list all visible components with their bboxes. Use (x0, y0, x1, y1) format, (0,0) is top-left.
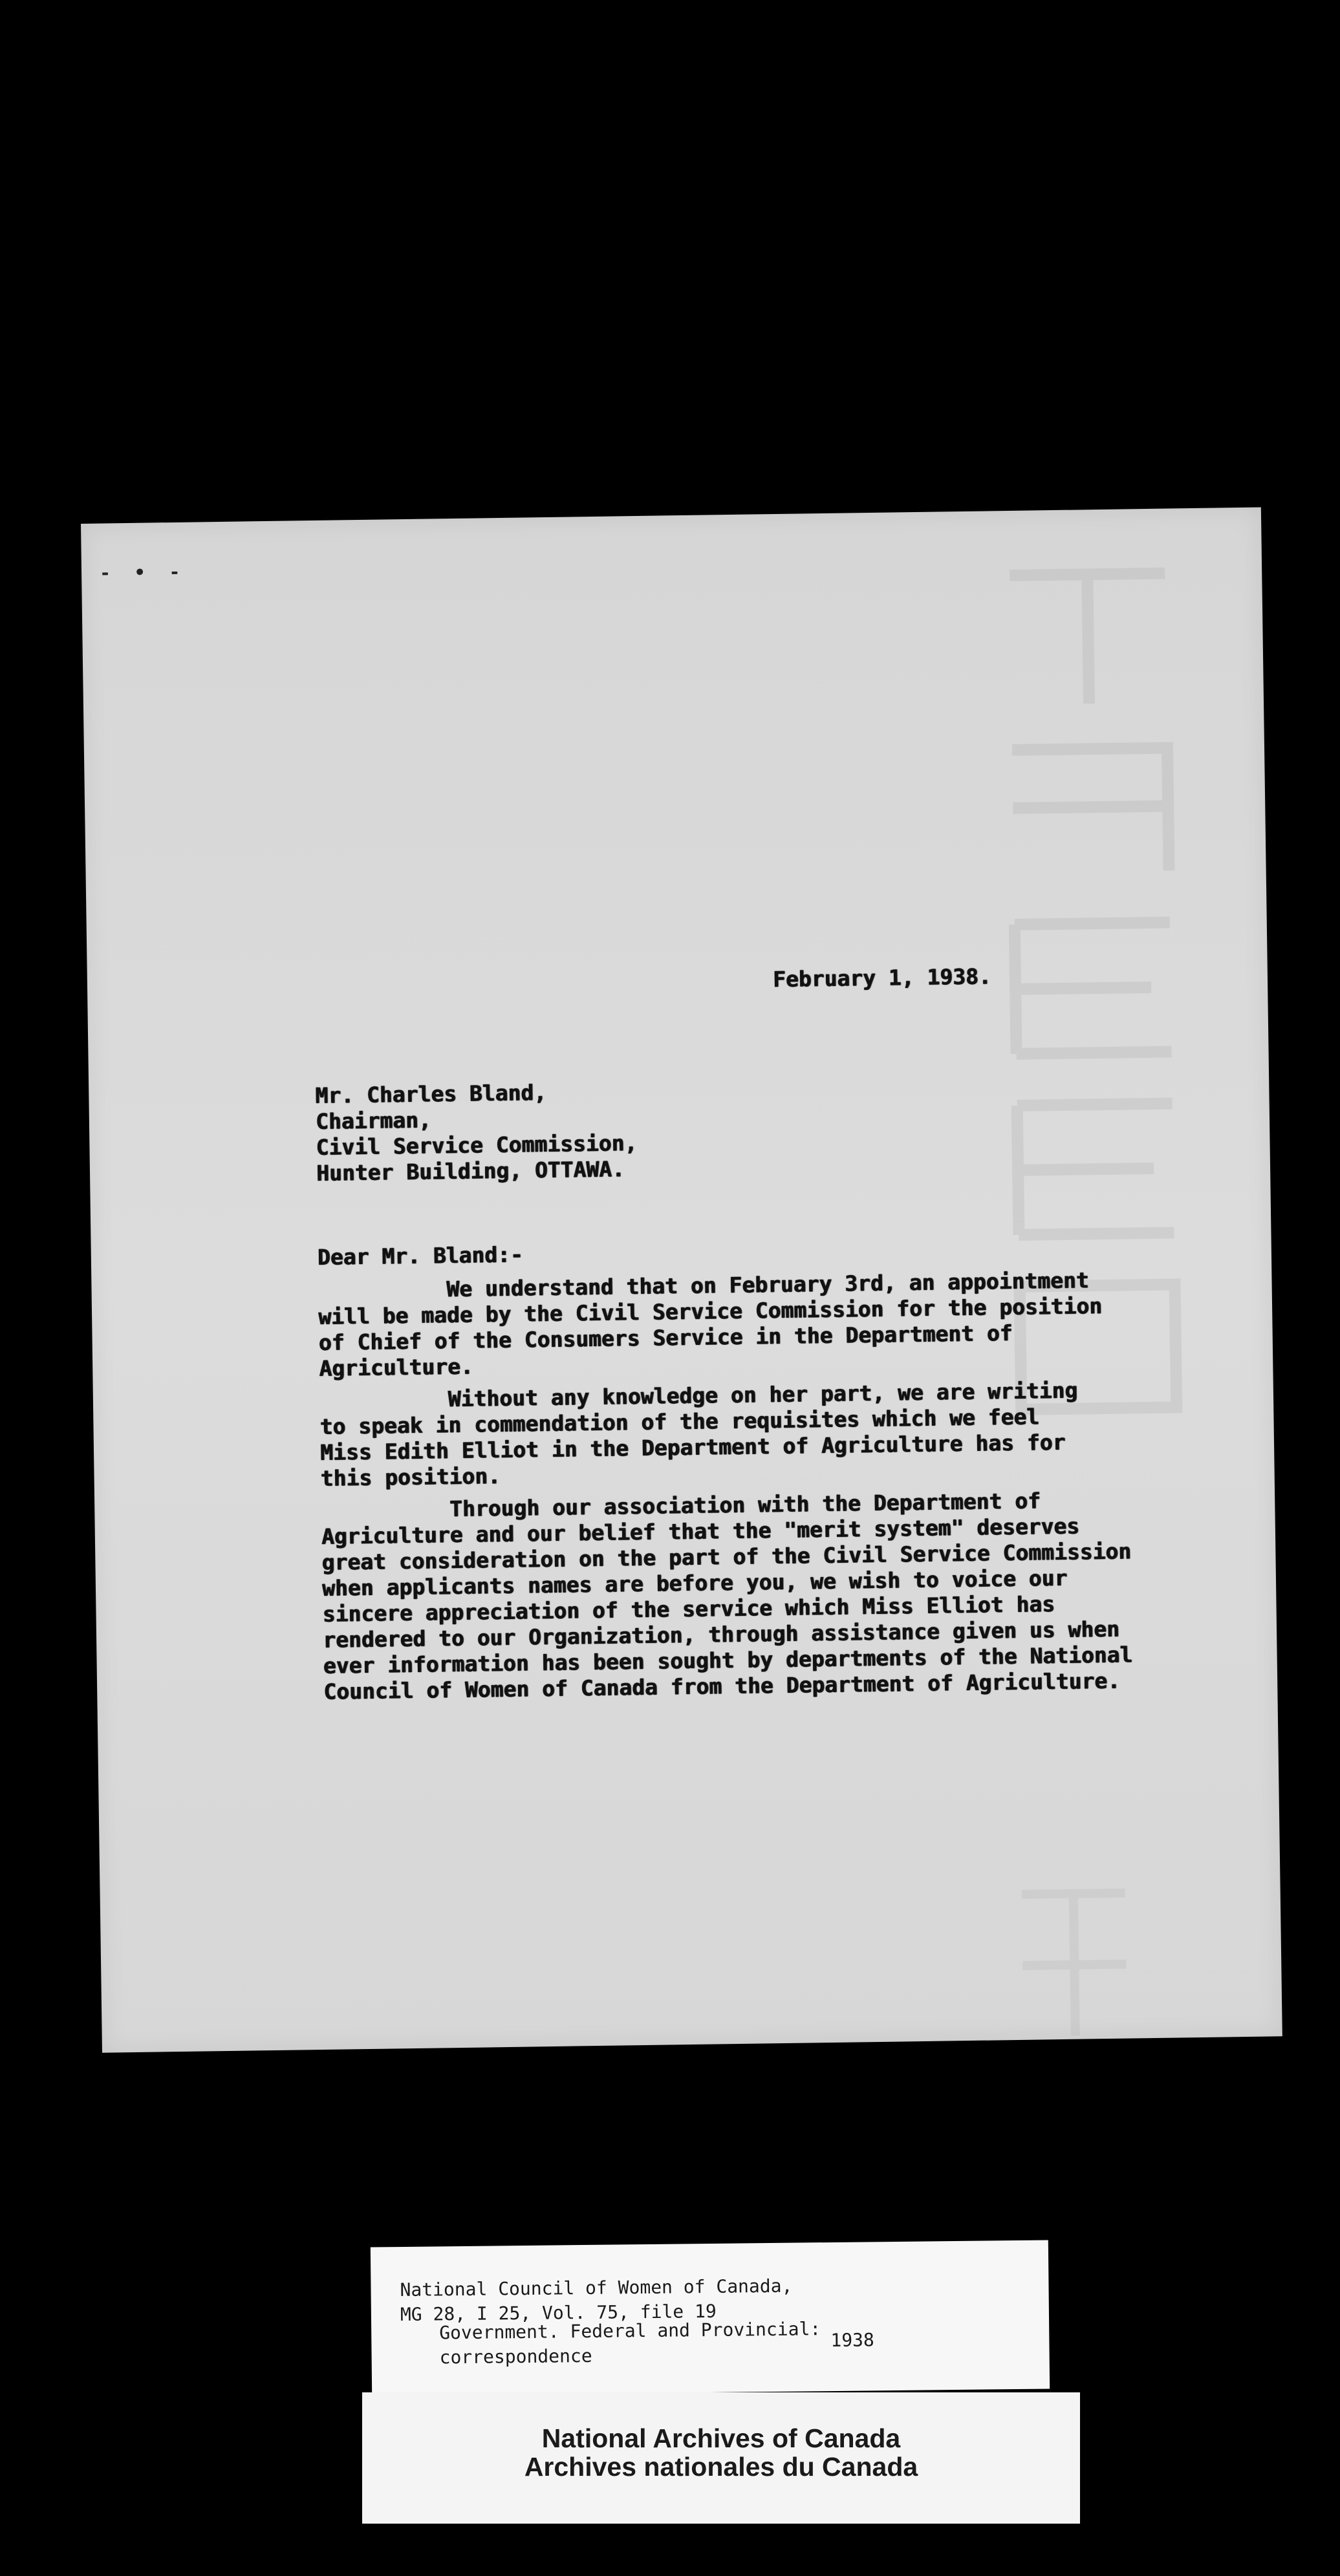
file-label-line: National Council of Women of Canada, (400, 2275, 793, 2301)
paper-watermark-fragment-icon (995, 1867, 1153, 2063)
paragraph-line: Through our association with the Department of (321, 1488, 1041, 1523)
paragraph-line: will be made by the Civil Service Commission for the position (318, 1293, 1103, 1329)
paragraph-line: Agriculture and our belief that the "merit system" deserves (321, 1513, 1080, 1549)
paragraph-line: Agriculture. (319, 1353, 473, 1381)
paragraph-line: Without any knowledge on her part, we are writing (319, 1377, 1078, 1413)
paragraph-line: We understand that on February 3rd, an appointment (318, 1267, 1089, 1304)
paragraph-line: when applicants names are before you, we wish to voice our (321, 1565, 1068, 1601)
archive-name-fr: Archives nationales du Canada (524, 2452, 918, 2482)
paragraph-line: great consideration on the part of the Civil Service Commission (321, 1538, 1132, 1575)
address-line: Chairman, (315, 1107, 432, 1135)
file-label-line: correspondence (439, 2345, 592, 2368)
address-line: Mr. Charles Bland, (315, 1080, 547, 1109)
archive-name-en: National Archives of Canada (541, 2423, 901, 2453)
paragraph-3 (321, 1487, 1133, 1704)
punch-marks: - • - (99, 561, 187, 584)
paragraph-1 (318, 1267, 1103, 1382)
file-label-year: 1938 (830, 2329, 874, 2352)
salutation: Dear Mr. Bland:- (317, 1241, 524, 1271)
archive-label (362, 2392, 1080, 2524)
paragraph-line: Miss Edith Elliot in the Department of Agriculture has for (319, 1429, 1066, 1465)
paragraph-line: this position. (320, 1463, 501, 1491)
paragraph-line: ever information has been sought by departments of the National (323, 1642, 1133, 1679)
address-line: Civil Service Commission, (316, 1130, 638, 1161)
recipient-address (315, 1079, 638, 1186)
file-label-line: Government. Federal and Provincial: (439, 2318, 821, 2344)
file-reference-label (371, 2240, 1050, 2396)
file-label-line: MG 28, I 25, Vol. 75, file 19 (400, 2300, 717, 2326)
address-line: Hunter Building, OTTAWA. (316, 1156, 625, 1186)
paragraph-line: to speak in commendation of the requisites which we feel (319, 1404, 1040, 1439)
paragraph-line: rendered to our Organization, through assistance given us when (322, 1616, 1120, 1653)
letter-page (81, 508, 1282, 2053)
paragraph-line: sincere appreciation of the service which Miss Elliot has (322, 1591, 1055, 1627)
paragraph-line: of Chief of the Consumers Service in the Department of (318, 1320, 1013, 1355)
paragraph-2 (319, 1378, 1079, 1492)
letter-date: February 1, 1938. (772, 963, 991, 993)
paragraph-line: Council of Women of Canada from the Department of Agriculture. (323, 1668, 1121, 1704)
